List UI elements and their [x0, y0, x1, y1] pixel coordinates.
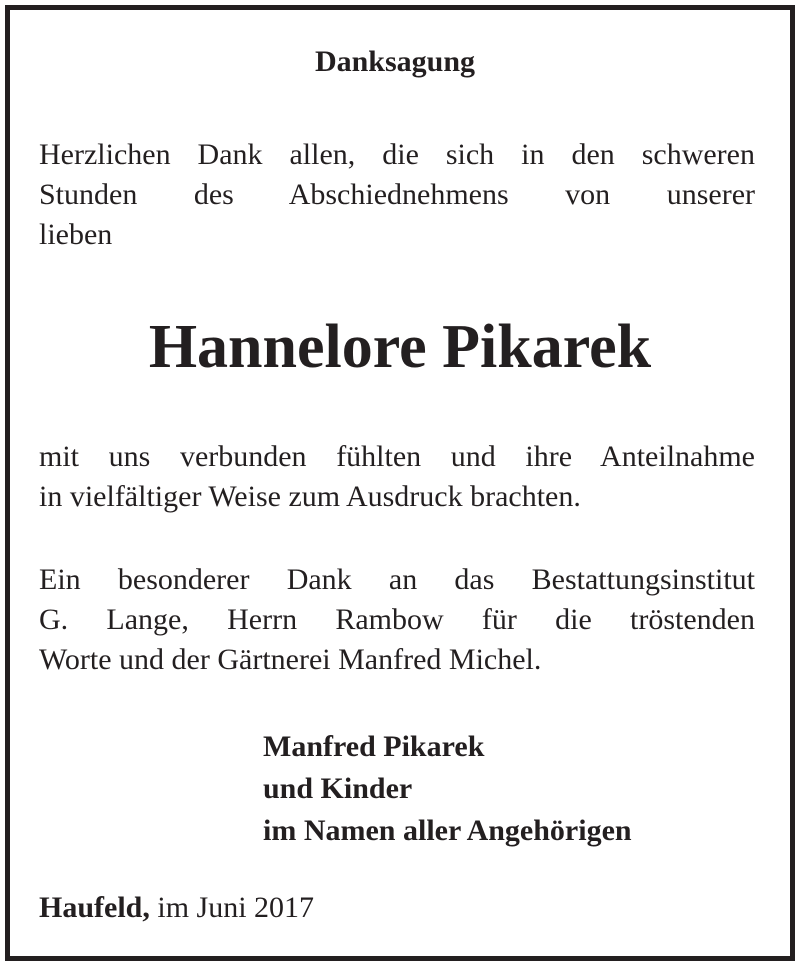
notice-title: Danksagung	[314, 45, 476, 78]
special-thanks-line: Ein besonderer Dank an das Bestattungsinstitut	[39, 563, 755, 596]
signature-line: im Namen aller Angehörigen	[263, 814, 632, 847]
intro-line: Stunden des Abschiednehmens von unserer	[39, 178, 755, 211]
signature-block	[263, 726, 632, 852]
place-name: Haufeld,	[39, 891, 150, 924]
signature-line: und Kinder	[263, 772, 413, 805]
special-thanks-line: G. Lange, Herrn Rambow für die tröstenden	[39, 603, 755, 636]
body-line: mit uns verbunden fühlten und ihre Anteilnahme	[39, 440, 755, 473]
body-paragraph	[39, 437, 755, 517]
intro-line: Herzlichen Dank allen, die sich in den schweren	[39, 138, 755, 171]
date-text: im Juni 2017	[157, 891, 315, 924]
special-thanks-paragraph	[39, 560, 755, 680]
intro-paragraph	[39, 135, 755, 255]
special-thanks-line: Worte und der Gärtnerei Manfred Michel.	[39, 643, 542, 676]
body-line: in vielfältiger Weise zum Ausdruck brachten.	[39, 480, 581, 513]
signature-line: Manfred Pikarek	[263, 730, 485, 763]
deceased-name: Hannelore Pikarek	[148, 313, 652, 381]
intro-line: lieben	[39, 218, 113, 251]
place-date-line	[39, 888, 314, 928]
